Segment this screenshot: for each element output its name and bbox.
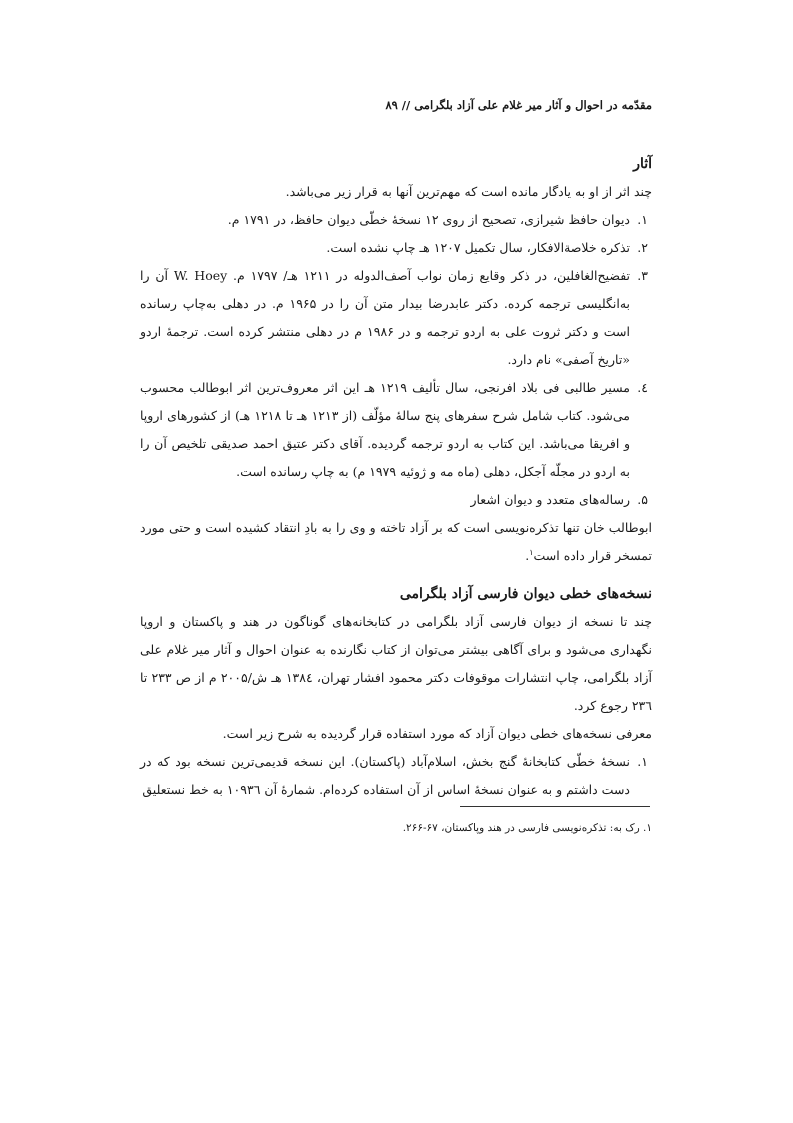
- item-text: نسخهٔ خطّی کتابخانهٔ گنج بخش، اسلام‌آباد (پاکستان). این نسخه قدیمی‌ترین نسخه بود که در دست داشتم و به عنوان نسخهٔ اساس از آن استفاده کرده‌ام. شمارهٔ آن ۱۰۹۳٦ به خط نستعلیق: [140, 754, 630, 797]
- item-number: ۱.: [637, 212, 648, 227]
- page-body: [140, 150, 652, 804]
- item-number: ۵.: [637, 492, 648, 507]
- manuscripts-para-2: معرفی نسخه‌های خطی دیوان آزاد که مورد استفاده قرار گردیده به شرح زیر است.: [222, 726, 652, 741]
- item-text: رساله‌های متعدد و دیوان اشعار: [470, 492, 630, 507]
- works-item-2: [140, 234, 652, 262]
- item-number: ٤.: [637, 380, 648, 395]
- running-head: مقدّمه در احوال و آثار میر غلام علی آزاد بلگرامی // ۸۹: [385, 98, 652, 112]
- manuscripts-item-1: [140, 748, 652, 804]
- item-text: تذکره خلاصة‌الافکار، سال تکمیل ۱۲۰۷ هـ چاپ نشده است.: [326, 240, 630, 255]
- item-number: ۳.: [637, 268, 648, 283]
- works-list: [140, 206, 652, 514]
- closing-text: ابوطالب خان تنها تذکره‌نویسی است که بر آزاد تاخته و وی را به بادِ انتقاد کشیده است و حتی مورد تمسخر قرار داده است: [140, 520, 652, 563]
- footnote-divider: [460, 806, 650, 807]
- item-text: مسیر طالبی فی بلاد افرنجی، سال تألیف ۱۲۱۹ هـ این اثر معروف‌ترین اثر ابوطالب محسوب می‌شود. کتاب شامل شرح سفرهای پنج سالهٔ مؤلّف (از ۱۲۱۳ هـ تا ۱۲۱۸ هـ) از کشورهای اروپا و افریقا می‌باشد. این کتاب به اردو ترجمه گردیده. آقای دکتر عتیق احمد صدیقی تلخیص آن را به اردو در مجلّه آجکل، دهلی (ماه مه و ژوئیه ۱۹۷۹ م) به چاپ رسانده است.: [140, 380, 630, 479]
- works-item-1: [140, 206, 652, 234]
- works-heading: آثار: [633, 156, 652, 172]
- footnote-ref: ۱: [529, 547, 534, 557]
- works-item-4: [140, 374, 652, 486]
- manuscripts-list: [140, 748, 652, 804]
- works-item-5: [140, 486, 652, 514]
- item-number: ۱.: [637, 754, 648, 769]
- footnote: ۱. رک به: تذکره‌نویسی فارسی در هند وپاکستان، ۶۷-۲۶۶.: [402, 822, 652, 834]
- item-number: ۲.: [637, 240, 648, 255]
- works-intro: چند اثر از او به یادگار مانده است که مهم‌ترین آنها به قرار زیر می‌باشد.: [285, 184, 652, 199]
- manuscripts-heading: نسخه‌های خطی دیوان فارسی آزاد بلگرامی: [399, 586, 652, 602]
- works-closing: ابوطالب خان تنها تذکره‌نویسی است که بر آزاد تاخته و وی را به بادِ انتقاد کشیده است و حتی مورد تمسخر قرار داده است$^۱$.: [140, 520, 652, 563]
- item-text: دیوان حافظ شیرازی، تصحیح از روی ۱۲ نسخهٔ خطّی دیوان حافظ، در ۱۷۹۱ م.: [227, 212, 630, 227]
- item-text: تفضیح‌الغافلین، در ذکر وقایع زمان نواب آصف‌الدوله در ۱۲۱۱ هـ/ ۱۷۹۷ م. W. Hoey آن را به‌انگلیسی ترجمه کرده. دکتر عابدرضا بیدار متن آن را در ۱۹۶۵ م. در دهلی به‌چاپ رسانده است و دکتر ثروت علی به اردو ترجمه و در ۱۹۸۶ م در دهلی منتشر کرده است. ترجمهٔ اردو «تاریخ آصفی» نام دارد.: [140, 268, 630, 367]
- manuscripts-para-1: چند تا نسخه از دیوان فارسی آزاد بلگرامی در کتابخانه‌های گوناگون در هند و پاکستان و اروپا نگهداری می‌شود و برای آگاهی بیشتر می‌توان از کتاب نگارنده به عنوان احوال و آثار میر غلام علی آزاد بلگرامی، چاپ انتشارات موقوفات دکتر محمود افشار تهران، ۱۳۸٤ هـ ش/۲۰۰۵ م از ص ۲۳۳ تا ۲۳٦ رجوع کرد.: [140, 614, 652, 713]
- works-item-3: [140, 262, 652, 374]
